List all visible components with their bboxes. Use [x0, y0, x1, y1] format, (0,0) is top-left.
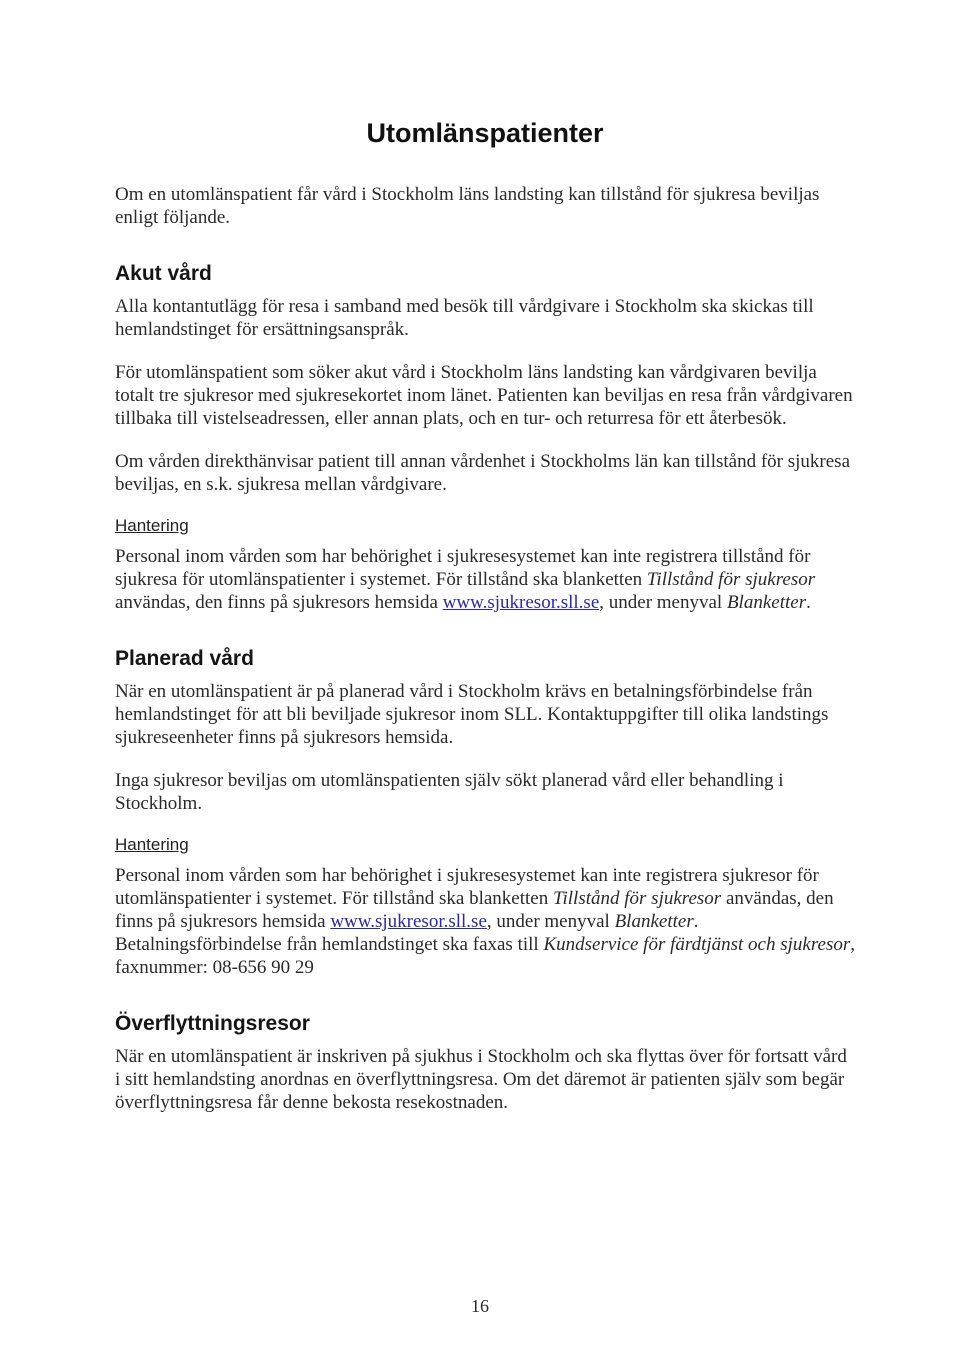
- text-span: Personal inom vården som har behörighet i sjukresesystemet kan inte registrera sjukresor för utomlänspatienter i systemet. För tillstånd ska blanketten: [115, 865, 819, 909]
- department-name: Kundservice för färdtjänst och sjukresor: [543, 934, 851, 955]
- intro-paragraph: Om en utomlänspatient får vård i Stockholm läns landsting kan tillstånd för sjukresa beviljas enligt följande.: [115, 184, 820, 228]
- akut-paragraph-1: Alla kontantutlägg för resa i samband med besök till vårdgivare i Stockholm ska skickas till hemlandstinget för ersättningsanspråk.: [115, 296, 814, 340]
- text-span: användas, den finns på sjukresors hemsida: [115, 888, 834, 932]
- menu-name: Blanketter: [726, 592, 807, 613]
- page-content: [115, 118, 855, 1114]
- section-akut-vard: [115, 262, 855, 614]
- text-span: . Betalningsförbindelse från hemlandstinget ska faxas till: [115, 911, 699, 955]
- text-span: Personal inom vården som har behörighet i sjukresesystemet kan inte registrera tillstånd för sjukresa för utomlänspatienter i systemet. För tillstånd ska blanketten: [115, 546, 811, 590]
- planerad-hantering-paragraph: [115, 864, 855, 979]
- form-name: Tillstånd för sjukresor: [552, 888, 722, 909]
- planerad-paragraph-1: När en utomlänspatient är på planerad vård i Stockholm krävs en betalningsförbindelse från hemlandstinget för att bli beviljade sjukresor inom SLL. Kontaktuppgifter till olika landstings sjukreseenheter finns på sjukresors hemsida.: [115, 681, 829, 748]
- menu-name: Blanketter: [614, 911, 694, 932]
- section-heading-akut-vard: Akut vård: [115, 262, 212, 285]
- subheading-hantering-planerad: Hantering: [115, 835, 189, 854]
- planerad-paragraph-2: Inga sjukresor beviljas om utomlänspatienten själv sökt planerad vård eller behandling i Stockholm.: [115, 770, 784, 814]
- akut-hantering-paragraph: [115, 545, 855, 614]
- akut-paragraph-2: För utomlänspatient som söker akut vård i Stockholm läns landsting kan vårdgivaren bevilja totalt tre sjukresor med sjukresekortet inom länet. Patienten kan beviljas en resa från vårdgivaren tillbaka till vistelseadressen, eller annan plats, och en tur- och returresa för ett återbesök.: [115, 362, 853, 429]
- overflyttning-paragraph: När en utomlänspatient är inskriven på sjukhus i Stockholm och ska flyttas över för fortsatt vård i sitt hemlandsting anordnas en överflyttningsresa. Om det däremot är patienten själv som begär överflyttningsresa får denne bekosta resekostnaden.: [115, 1046, 847, 1113]
- section-heading-overflyttningsresor: Överflyttningsresor: [115, 1012, 310, 1035]
- text-span: , under menyval: [599, 592, 727, 613]
- akut-paragraph-3: Om vården direkthänvisar patient till annan vårdenhet i Stockholms län kan tillstånd för sjukresa beviljas, en s.k. sjukresa mellan vårdgivare.: [115, 451, 851, 495]
- section-heading-planerad-vard: Planerad vård: [115, 647, 254, 670]
- form-name: Tillstånd för sjukresor: [646, 569, 816, 590]
- page-title: Utomlänspatienter: [366, 118, 604, 148]
- section-overflyttningsresor: [115, 1012, 855, 1114]
- sjukresor-website-link[interactable]: www.sjukresor.sll.se: [442, 592, 600, 613]
- text-span: , faxnummer: 08-656 90 29: [115, 934, 855, 978]
- section-planerad-vard: [115, 647, 855, 979]
- page-number: 16: [471, 1296, 489, 1316]
- sjukresor-website-link[interactable]: www.sjukresor.sll.se: [330, 911, 487, 932]
- text-span: användas, den finns på sjukresors hemsida: [115, 592, 443, 613]
- text-span: .: [806, 592, 811, 613]
- text-span: , under menyval: [486, 911, 615, 932]
- subheading-hantering-akut: Hantering: [115, 516, 189, 535]
